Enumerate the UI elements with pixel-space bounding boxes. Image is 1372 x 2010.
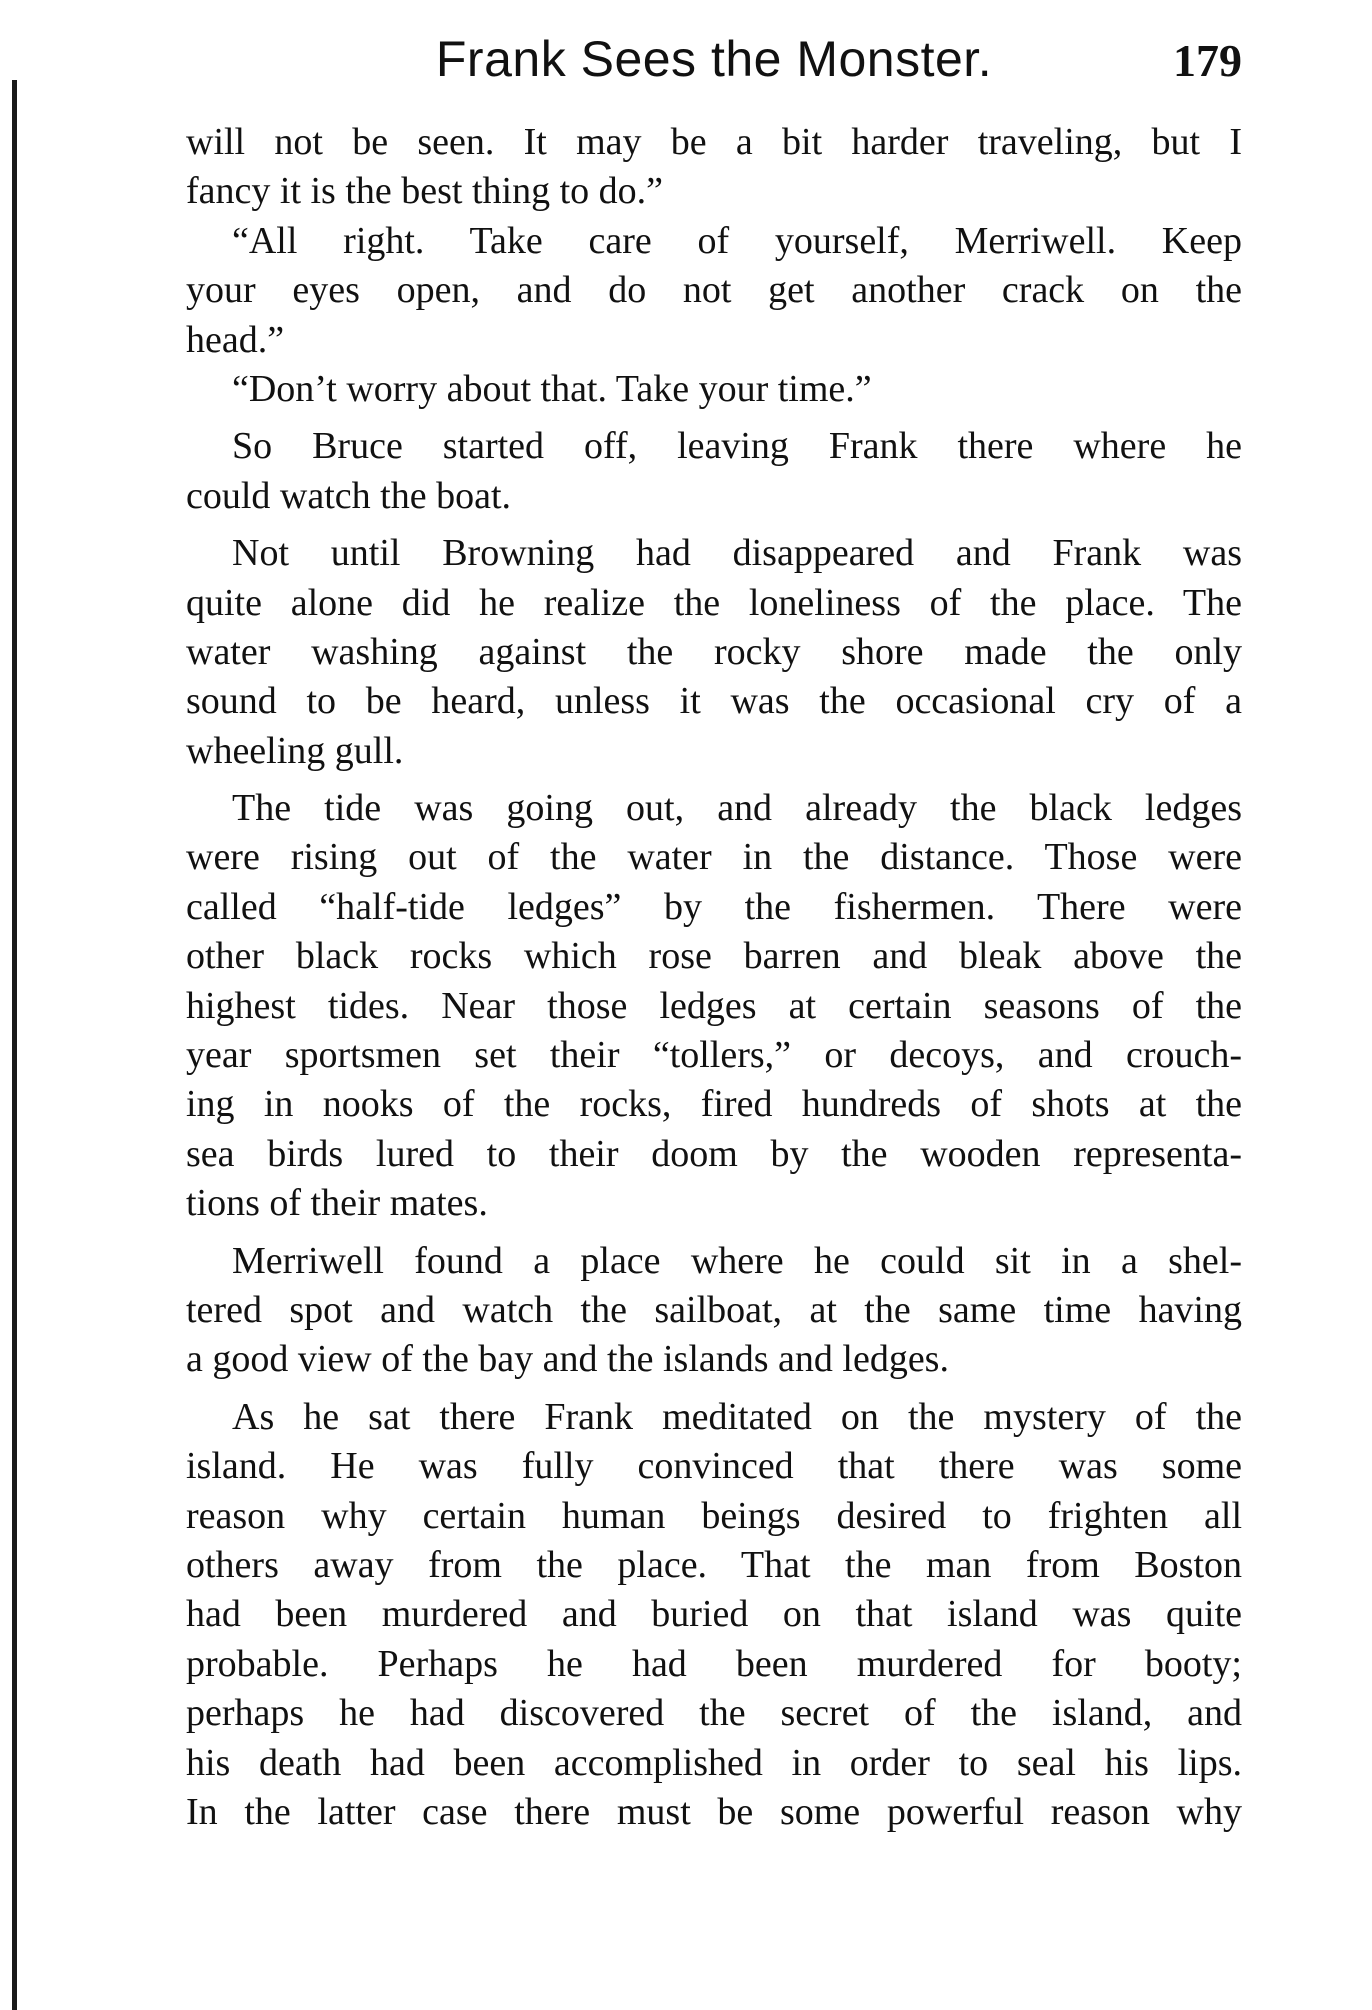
- text-line: his death had been accomplished in order to seal his lips.: [186, 1741, 1242, 1784]
- text-line: water washing against the rocky shore made the only: [186, 630, 1242, 673]
- page-number: 179: [1173, 35, 1242, 86]
- text-line: sound to be heard, unless it was the occasional cry of a: [186, 680, 1242, 723]
- text-line: highest tides. Near those ledges at certain seasons of the: [186, 984, 1242, 1027]
- chapter-title: Frank Sees the Monster.: [435, 31, 993, 87]
- text-line: sea birds lured to their doom by the wooden representa-: [186, 1132, 1242, 1175]
- text-line: reason why certain human beings desired to frighten all: [186, 1494, 1242, 1537]
- text-line: tions of their mates.: [186, 1182, 488, 1225]
- text-line: a good view of the bay and the islands and ledges.: [186, 1338, 949, 1381]
- text-line: had been murdered and buried on that island was quite: [186, 1593, 1242, 1636]
- body-text: [186, 118, 1242, 1837]
- text-line: As he sat there Frank meditated on the mystery of the: [232, 1395, 1242, 1438]
- text-line: fancy it is the best thing to do.”: [186, 170, 664, 213]
- text-line: head.”: [186, 318, 285, 361]
- text-line: So Bruce started off, leaving Frank there where he: [232, 425, 1242, 468]
- text-line: year sportsmen set their “tollers,” or decoys, and crouch-: [186, 1034, 1242, 1077]
- text-line: In the latter case there must be some powerful reason why: [186, 1790, 1242, 1833]
- text-line: your eyes open, and do not get another crack on the: [186, 269, 1242, 312]
- text-line: quite alone did he realize the loneliness of the place. The: [186, 581, 1242, 624]
- text-line: The tide was going out, and already the black ledges: [232, 787, 1242, 830]
- text-line: were rising out of the water in the distance. Those were: [186, 836, 1242, 879]
- page-edge-shadow: [12, 80, 17, 2010]
- text-line: perhaps he had discovered the secret of the island, and: [186, 1692, 1242, 1735]
- running-head: [186, 24, 1242, 94]
- text-line: wheeling gull.: [186, 729, 404, 772]
- text-line: “Don’t worry about that. Take your time.”: [232, 367, 872, 410]
- text-line: others away from the place. That the man from Boston: [186, 1543, 1242, 1586]
- text-line: probable. Perhaps he had been murdered for booty;: [186, 1642, 1242, 1685]
- text-line: island. He was fully convinced that there was some: [186, 1445, 1242, 1488]
- text-line: called “half-tide ledges” by the fishermen. There were: [186, 885, 1242, 928]
- text-line: “All right. Take care of yourself, Merriwell. Keep: [232, 219, 1242, 262]
- text-line: will not be seen. It may be a bit harder traveling, but I: [186, 121, 1242, 163]
- text-line: other black rocks which rose barren and bleak above the: [186, 935, 1242, 978]
- text-line: ing in nooks of the rocks, fired hundreds of shots at the: [186, 1083, 1242, 1126]
- text-line: tered spot and watch the sailboat, at the same time having: [186, 1288, 1242, 1331]
- text-line: could watch the boat.: [186, 474, 512, 517]
- text-line: Not until Browning had disappeared and Frank was: [232, 532, 1242, 575]
- text-line: Merriwell found a place where he could sit in a shel-: [232, 1239, 1242, 1282]
